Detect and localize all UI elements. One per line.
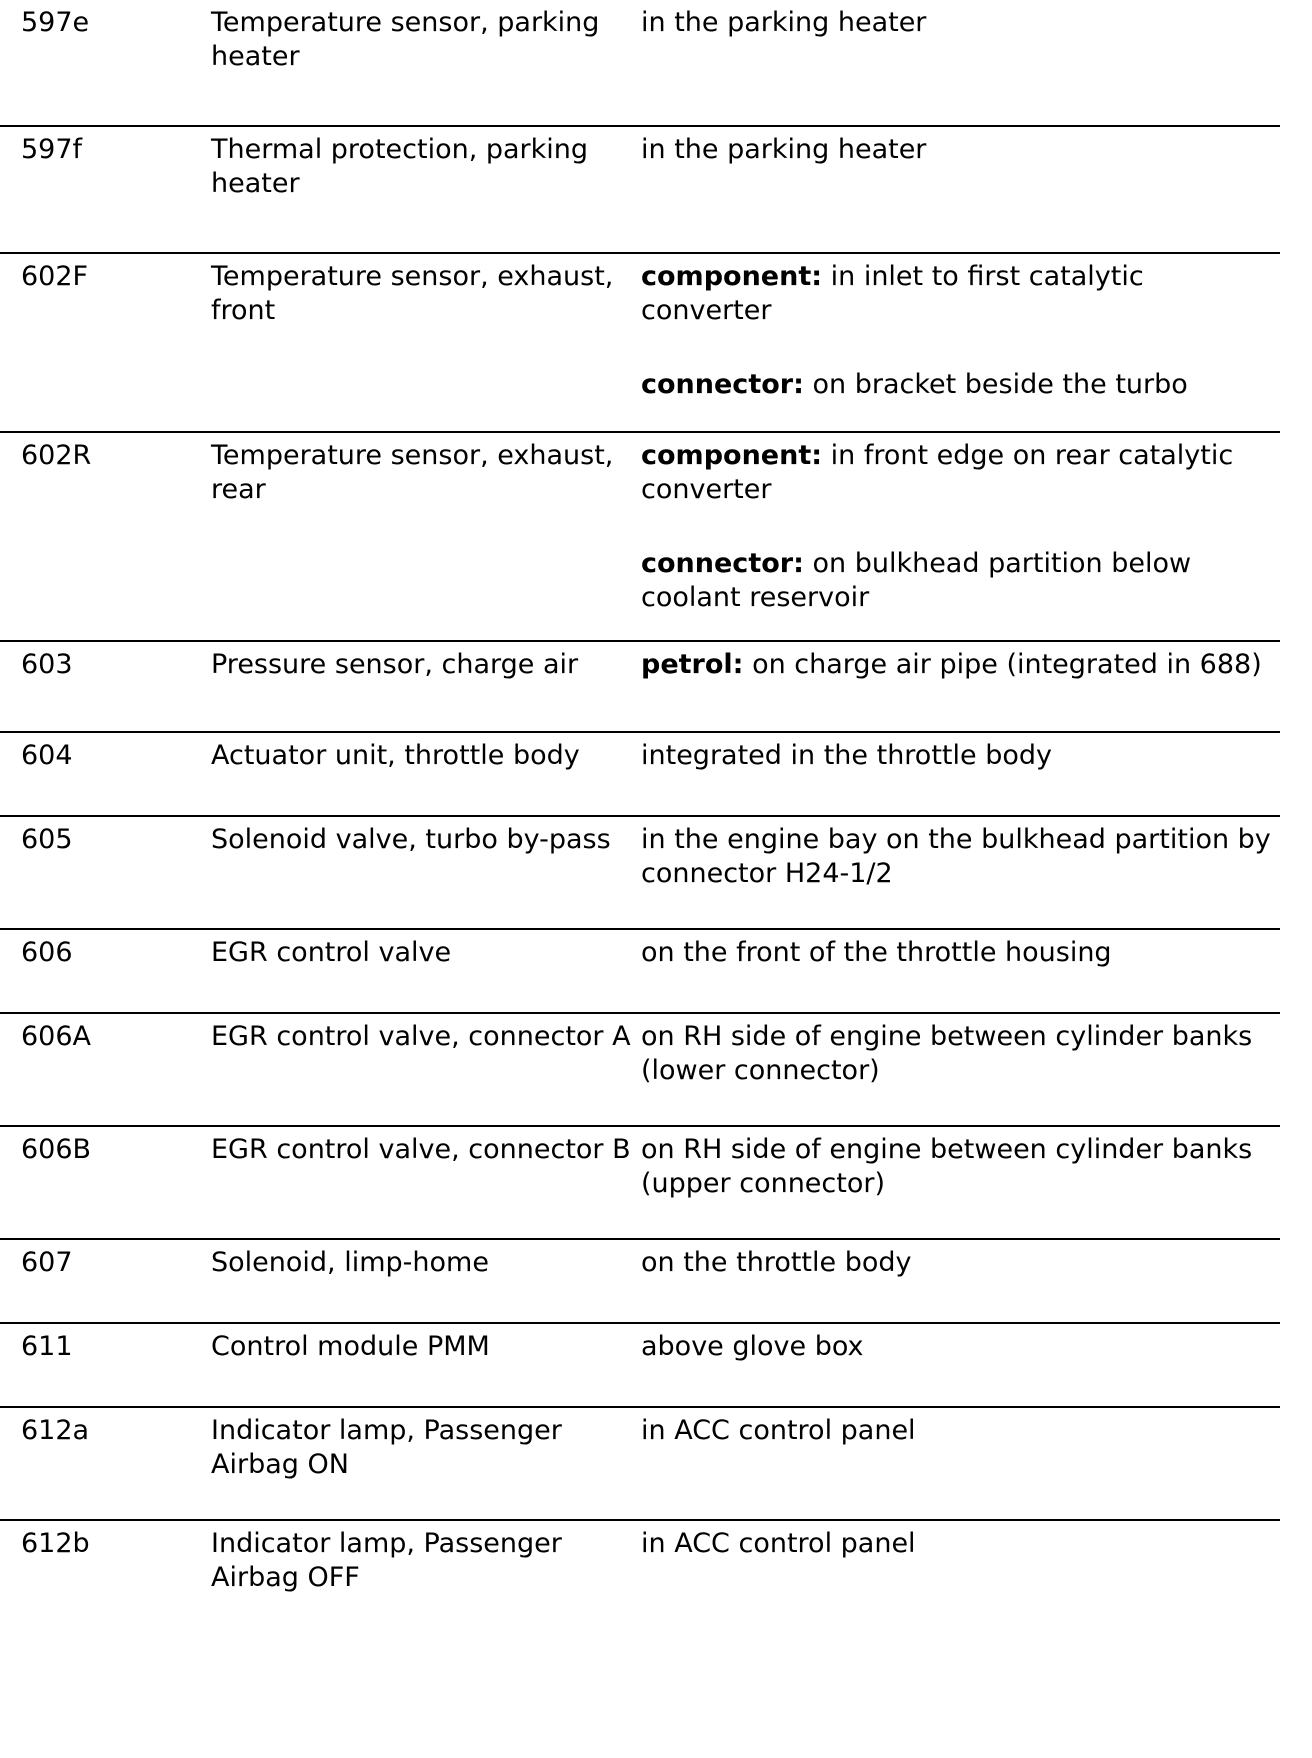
table-row bbox=[0, 1125, 1280, 1238]
component-name: Temperature sensor, exhaust, rear bbox=[211, 440, 614, 505]
component-code: 605 bbox=[21, 824, 73, 855]
location-text: on bulkhead partition below coolant reservoir bbox=[641, 548, 1192, 613]
location-paragraph bbox=[641, 1246, 1271, 1280]
component-name: EGR control valve, connector A bbox=[211, 1021, 631, 1052]
component-location bbox=[641, 6, 1271, 40]
location-paragraph bbox=[641, 1330, 1271, 1364]
location-label: connector: bbox=[641, 369, 804, 400]
location-paragraph bbox=[641, 739, 1271, 773]
location-text: in the parking heater bbox=[641, 7, 927, 38]
table-row bbox=[0, 928, 1280, 1012]
location-text: on charge air pipe (integrated in 688) bbox=[752, 649, 1262, 680]
component-name: Solenoid valve, turbo by-pass bbox=[211, 824, 611, 855]
component-location bbox=[641, 439, 1271, 615]
location-paragraph bbox=[641, 936, 1271, 970]
location-text: on the throttle body bbox=[641, 1247, 912, 1278]
component-name: EGR control valve bbox=[211, 937, 452, 968]
component-location bbox=[641, 1133, 1271, 1201]
location-text: in the parking heater bbox=[641, 134, 927, 165]
component-name: Thermal protection, parking heater bbox=[211, 134, 589, 199]
component-name: EGR control valve, connector B bbox=[211, 1134, 631, 1165]
component-location bbox=[641, 1330, 1271, 1364]
location-label: petrol: bbox=[641, 649, 744, 680]
location-label: component: bbox=[641, 440, 823, 471]
location-paragraph bbox=[641, 133, 1271, 167]
component-code: 606 bbox=[21, 937, 73, 968]
component-location bbox=[641, 260, 1271, 402]
table-row bbox=[0, 731, 1280, 815]
component-location bbox=[641, 648, 1271, 682]
component-name: Actuator unit, throttle body bbox=[211, 740, 580, 771]
component-name: Indicator lamp, Passenger Airbag ON bbox=[211, 1415, 562, 1480]
table-row bbox=[0, 0, 1280, 125]
component-code: 597f bbox=[21, 134, 83, 165]
table-row bbox=[0, 252, 1280, 431]
location-paragraph bbox=[641, 368, 1271, 402]
component-code: 612b bbox=[21, 1528, 90, 1559]
table-row bbox=[0, 1012, 1280, 1125]
table-row bbox=[0, 640, 1280, 731]
location-text: above glove box bbox=[641, 1331, 864, 1362]
component-code: 606A bbox=[21, 1021, 92, 1052]
location-text: on RH side of engine between cylinder banks (upper connector) bbox=[641, 1134, 1253, 1199]
location-label: connector: bbox=[641, 548, 804, 579]
component-location bbox=[641, 739, 1271, 773]
location-text: integrated in the throttle body bbox=[641, 740, 1052, 771]
location-paragraph bbox=[641, 6, 1271, 40]
table-row bbox=[0, 431, 1280, 640]
component-name: Control module PMM bbox=[211, 1331, 490, 1362]
location-text: in the engine bay on the bulkhead partition by connector H24-1/2 bbox=[641, 824, 1271, 889]
component-code: 604 bbox=[21, 740, 73, 771]
location-paragraph bbox=[641, 439, 1271, 507]
location-paragraph bbox=[641, 648, 1271, 682]
location-paragraph bbox=[641, 1020, 1271, 1088]
component-code: 607 bbox=[21, 1247, 73, 1278]
location-label: component: bbox=[641, 261, 823, 292]
table-row bbox=[0, 1519, 1280, 1659]
component-code: 611 bbox=[21, 1331, 73, 1362]
location-text: in front edge on rear catalytic converter bbox=[641, 440, 1234, 505]
table-row bbox=[0, 1322, 1280, 1406]
location-paragraph bbox=[641, 260, 1271, 328]
component-location bbox=[641, 1527, 1271, 1561]
component-code: 602F bbox=[21, 261, 89, 292]
location-paragraph bbox=[641, 547, 1271, 615]
component-code: 597e bbox=[21, 7, 90, 38]
component-name: Indicator lamp, Passenger Airbag OFF bbox=[211, 1528, 562, 1593]
location-text: on RH side of engine between cylinder banks (lower connector) bbox=[641, 1021, 1253, 1086]
component-location bbox=[641, 133, 1271, 167]
location-text: in ACC control panel bbox=[641, 1528, 916, 1559]
component-code: 603 bbox=[21, 649, 73, 680]
component-location bbox=[641, 1414, 1271, 1448]
table-row bbox=[0, 815, 1280, 928]
location-text: in inlet to first catalytic converter bbox=[641, 261, 1144, 326]
component-name: Temperature sensor, exhaust, front bbox=[211, 261, 614, 326]
table-row bbox=[0, 1406, 1280, 1519]
component-location bbox=[641, 1246, 1271, 1280]
location-text: in ACC control panel bbox=[641, 1415, 916, 1446]
location-paragraph bbox=[641, 1414, 1271, 1448]
component-location bbox=[641, 936, 1271, 970]
location-paragraph bbox=[641, 1133, 1271, 1201]
table-row bbox=[0, 1238, 1280, 1322]
location-paragraph bbox=[641, 823, 1271, 891]
component-name: Temperature sensor, parking heater bbox=[211, 7, 600, 72]
table-row bbox=[0, 125, 1280, 252]
component-name: Pressure sensor, charge air bbox=[211, 649, 579, 680]
component-location bbox=[641, 823, 1271, 891]
location-paragraph bbox=[641, 1527, 1271, 1561]
component-code: 602R bbox=[21, 440, 92, 471]
component-location bbox=[641, 1020, 1271, 1088]
location-text: on the front of the throttle housing bbox=[641, 937, 1112, 968]
component-name: Solenoid, limp-home bbox=[211, 1247, 489, 1278]
component-code: 606B bbox=[21, 1134, 92, 1165]
component-code: 612a bbox=[21, 1415, 90, 1446]
location-text: on bracket beside the turbo bbox=[812, 369, 1188, 400]
